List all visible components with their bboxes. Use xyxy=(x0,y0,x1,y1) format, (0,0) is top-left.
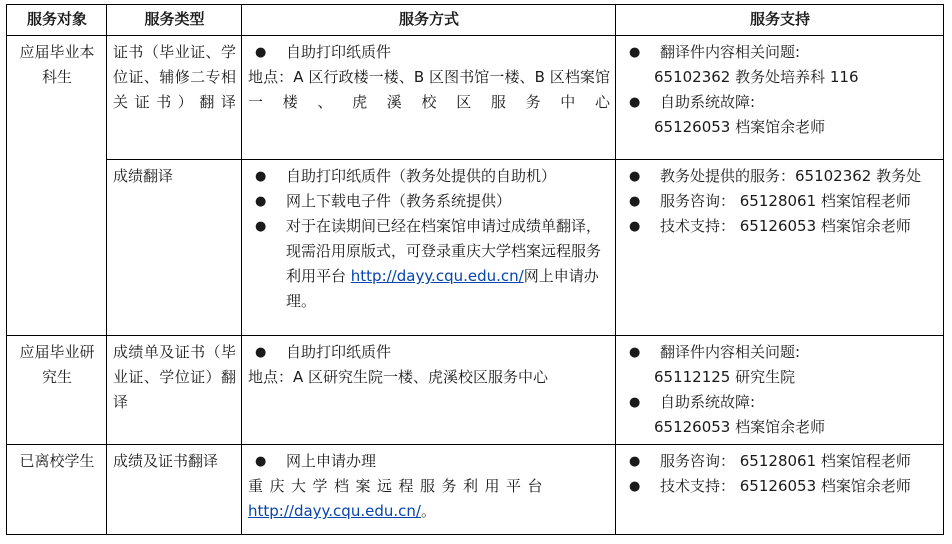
support-title: ● 自助系统故障: xyxy=(660,393,756,411)
support-list xyxy=(622,449,938,499)
table-row xyxy=(7,336,944,445)
method-link-line xyxy=(248,499,610,524)
list-item xyxy=(622,340,938,390)
method-cell xyxy=(242,36,616,160)
table-row xyxy=(7,445,944,535)
list-item xyxy=(622,90,938,140)
list-item: ● 自助打印纸质件 xyxy=(248,40,610,65)
type-cell xyxy=(107,36,242,160)
type-cell xyxy=(107,336,242,445)
table-row xyxy=(7,36,944,160)
method-cell xyxy=(242,445,616,535)
type-text: 证书（毕业证、学位证、辅修二专相关证书）翻译 xyxy=(113,43,236,111)
support-detail: 65102362 教务处培养科 116 xyxy=(654,68,859,86)
type-cell: 成绩及证书翻译 xyxy=(107,445,242,535)
method-cell xyxy=(242,336,616,445)
list-item: ● 技术支持： 65126053 档案馆余老师 xyxy=(622,214,938,239)
list-item: ● 自助打印纸质件 xyxy=(248,340,610,365)
service-table xyxy=(6,4,944,535)
list-item: ● 网上申请办理 xyxy=(248,449,610,474)
method-text: 对于在读期间已经在档案馆申请过成绩单翻译，现需沿用原版式，可登录重庆大学档案远程服务利用平台 xyxy=(286,217,602,285)
header-target: 服务对象 xyxy=(7,5,107,36)
method-text: 。 xyxy=(420,502,436,520)
type-text: 成绩单及证书（毕业证、学位证）翻译 xyxy=(113,343,236,411)
method-list xyxy=(248,164,610,314)
support-cell xyxy=(616,36,944,160)
method-list xyxy=(248,340,610,365)
support-cell xyxy=(616,336,944,445)
support-title: ● 翻译件内容相关问题: xyxy=(660,343,801,361)
support-list xyxy=(622,40,938,140)
method-cell xyxy=(242,160,616,336)
support-title: ● 自助系统故障: xyxy=(660,93,756,111)
method-note: 地点：A 区研究生院一楼、虎溪校区服务中心 xyxy=(248,368,549,386)
list-item: ● 技术支持： 65126053 档案馆余老师 xyxy=(622,474,938,499)
support-cell xyxy=(616,160,944,336)
method-list xyxy=(248,40,610,65)
header-support: 服务支持 xyxy=(616,5,944,36)
header-row xyxy=(7,5,944,36)
archive-platform-link[interactable]: http://dayy.cqu.edu.cn/ xyxy=(350,267,524,285)
list-item: ● 服务咨询： 65128061 档案馆程老师 xyxy=(622,189,938,214)
method-text: 重庆大学档案远程服务利用平台 xyxy=(248,477,550,495)
method-text: 网上申请办理。 xyxy=(286,267,599,310)
target-cell: 应届毕业研究生 xyxy=(7,336,107,445)
archive-platform-link[interactable]: http://dayy.cqu.edu.cn/ xyxy=(248,502,421,520)
method-note: 地点：A 区行政楼一楼、B 区图书馆一楼、B 区档案馆一楼、虎溪校区服务中心 xyxy=(248,68,610,111)
support-list xyxy=(622,340,938,440)
header-method: 服务方式 xyxy=(242,5,616,36)
target-cell: 已离校学生 xyxy=(7,445,107,535)
support-title: ● 翻译件内容相关问题: xyxy=(660,43,801,61)
list-item: ● 教务处提供的服务：65102362 教务处 xyxy=(622,164,938,189)
list-item xyxy=(622,390,938,440)
list-item: ● 网上下载电子件（教务系统提供） xyxy=(248,189,610,214)
list-item xyxy=(248,214,610,314)
type-cell: 成绩翻译 xyxy=(107,160,242,336)
list-item: ● 服务咨询： 65128061 档案馆程老师 xyxy=(622,449,938,474)
method-list xyxy=(248,449,610,474)
list-item: ● 自助打印纸质件（教务处提供的自助机） xyxy=(248,164,610,189)
header-type: 服务类型 xyxy=(107,5,242,36)
table-row xyxy=(7,160,944,336)
support-detail: 65126053 档案馆余老师 xyxy=(654,418,826,436)
support-detail: 65112125 研究生院 xyxy=(654,368,796,386)
target-cell: 应届毕业本科生 xyxy=(7,36,107,336)
support-cell xyxy=(616,445,944,535)
support-list xyxy=(622,164,938,239)
support-detail: 65126053 档案馆余老师 xyxy=(654,118,826,136)
list-item xyxy=(622,40,938,90)
